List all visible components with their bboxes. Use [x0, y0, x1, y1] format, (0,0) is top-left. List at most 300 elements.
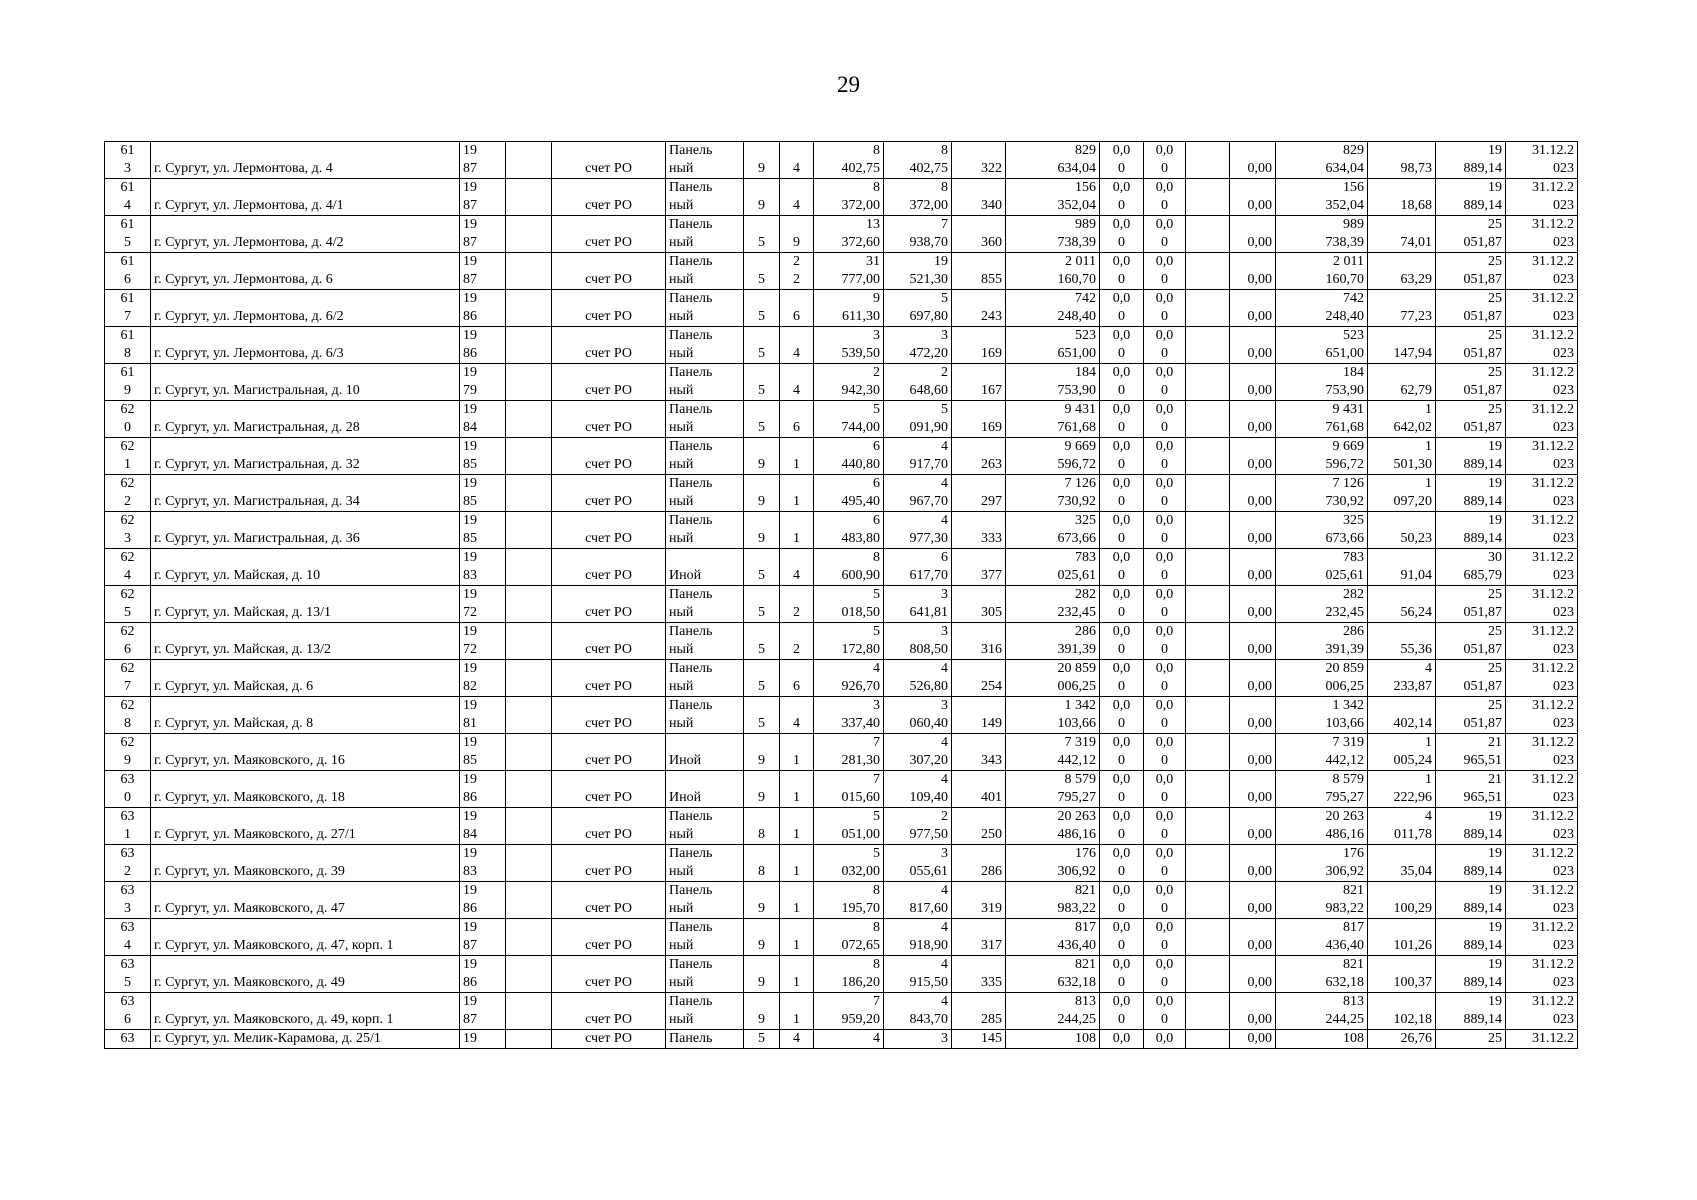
cell-year: 19 86	[460, 290, 506, 327]
cell-residents: 401	[952, 771, 1006, 808]
cell-c4: 0,00	[1230, 1030, 1276, 1049]
cell-fund: счет РО	[552, 290, 666, 327]
cell-c1: 0,0 0	[1100, 882, 1144, 919]
cell-area-total: 9 611,30	[814, 290, 884, 327]
cell-fund: счет РО	[552, 697, 666, 734]
cell-c4: 0,00	[1230, 142, 1276, 179]
cell-c6: 56,24	[1368, 586, 1436, 623]
cell-c6: 147,94	[1368, 327, 1436, 364]
cell-address: г. Сургут, ул. Магистральная, д. 34	[151, 475, 460, 512]
cell-cost-total: 829 634,04	[1006, 142, 1100, 179]
cell-c7: 19 889,14	[1436, 512, 1506, 549]
cell-area-living: 6 617,70	[884, 549, 952, 586]
cell-area-living: 4 843,70	[884, 993, 952, 1030]
cell-fund: счет РО	[552, 364, 666, 401]
cell-area-living: 4 918,90	[884, 919, 952, 956]
table-row	[105, 290, 1578, 327]
cell-residents: 340	[952, 179, 1006, 216]
cell-area-total: 4	[814, 1030, 884, 1049]
cell-c2: 0,0 0	[1144, 290, 1186, 327]
cell-residents: 254	[952, 660, 1006, 697]
cell-area-living: 3 472,20	[884, 327, 952, 364]
cell-address: г. Сургут, ул. Маяковского, д. 27/1	[151, 808, 460, 845]
cell-c5: 742 248,40	[1276, 290, 1368, 327]
cell-year: 19 86	[460, 956, 506, 993]
cell-c7: 19 889,14	[1436, 956, 1506, 993]
cell-material: Панель ный	[666, 512, 744, 549]
cell-floors: 5	[744, 327, 780, 364]
cell-material: Панель ный	[666, 327, 744, 364]
cell-floors: 9	[744, 734, 780, 771]
table-row	[105, 919, 1578, 956]
cell-address: г. Сургут, ул. Магистральная, д. 10	[151, 364, 460, 401]
cell-entrances: 1	[780, 771, 814, 808]
cell-date: 31.12.2 023	[1506, 660, 1578, 697]
cell-date: 31.12.2 023	[1506, 956, 1578, 993]
cell-c2: 0,0 0	[1144, 882, 1186, 919]
cell-area-total: 5 744,00	[814, 401, 884, 438]
cell-c4: 0,00	[1230, 401, 1276, 438]
cell-entrances: 9	[780, 216, 814, 253]
cell-year: 19 83	[460, 549, 506, 586]
cell-area-total: 31 777,00	[814, 253, 884, 290]
cell-entrances: 4	[780, 364, 814, 401]
cell-c4: 0,00	[1230, 623, 1276, 660]
cell-floors: 9	[744, 512, 780, 549]
cell-num: 61 3	[105, 142, 151, 179]
cell-c4: 0,00	[1230, 438, 1276, 475]
cell-material: Панель	[666, 1030, 744, 1049]
cell-address: г. Сургут, ул. Маяковского, д. 18	[151, 771, 460, 808]
cell-year: 19 84	[460, 401, 506, 438]
cell-c4: 0,00	[1230, 660, 1276, 697]
cell-area-living: 3 055,61	[884, 845, 952, 882]
cell-c5: 829 634,04	[1276, 142, 1368, 179]
table-row	[105, 734, 1578, 771]
cell-area-living: 4 917,70	[884, 438, 952, 475]
cell-c1: 0,0 0	[1100, 438, 1144, 475]
cell-entrances: 6	[780, 401, 814, 438]
cell-year: 19 79	[460, 364, 506, 401]
cell-c1: 0,0 0	[1100, 290, 1144, 327]
cell-residents: 297	[952, 475, 1006, 512]
cell-c6: 55,36	[1368, 623, 1436, 660]
cell-c4: 0,00	[1230, 290, 1276, 327]
cell-year: 19 87	[460, 919, 506, 956]
cell-fund: счет РО	[552, 808, 666, 845]
cell-area-total: 8 195,70	[814, 882, 884, 919]
cell-area-living: 3 060,40	[884, 697, 952, 734]
cell-c6: 1 222,96	[1368, 771, 1436, 808]
cell-c6: 98,73	[1368, 142, 1436, 179]
cell-num: 62 5	[105, 586, 151, 623]
cell-c5: 108	[1276, 1030, 1368, 1049]
cell-col3	[506, 549, 552, 586]
cell-cost-total: 184 753,90	[1006, 364, 1100, 401]
cell-year: 19 85	[460, 512, 506, 549]
cell-fund: счет РО	[552, 1030, 666, 1049]
cell-c6: 1 005,24	[1368, 734, 1436, 771]
cell-col3	[506, 697, 552, 734]
cell-c5: 325 673,66	[1276, 512, 1368, 549]
cell-cost-total: 156 352,04	[1006, 179, 1100, 216]
cell-fund: счет РО	[552, 327, 666, 364]
cell-col3	[506, 771, 552, 808]
cell-num: 63 5	[105, 956, 151, 993]
cell-material: Панель ный	[666, 845, 744, 882]
cell-residents: 145	[952, 1030, 1006, 1049]
cell-c1: 0,0 0	[1100, 549, 1144, 586]
cell-year: 19 87	[460, 993, 506, 1030]
cell-year: 19 87	[460, 142, 506, 179]
cell-address: г. Сургут, ул. Маяковского, д. 49, корп. 1	[151, 993, 460, 1030]
cell-date: 31.12.2 023	[1506, 845, 1578, 882]
cell-area-total: 8 600,90	[814, 549, 884, 586]
cell-cost-total: 9 431 761,68	[1006, 401, 1100, 438]
cell-c3	[1186, 327, 1230, 364]
cell-entrances: 1	[780, 808, 814, 845]
cell-c4: 0,00	[1230, 475, 1276, 512]
cell-c7: 19 889,14	[1436, 475, 1506, 512]
cell-date: 31.12.2 023	[1506, 142, 1578, 179]
cell-c3	[1186, 401, 1230, 438]
cell-c4: 0,00	[1230, 586, 1276, 623]
cell-num: 61 7	[105, 290, 151, 327]
cell-c3	[1186, 808, 1230, 845]
cell-material: Панель ный	[666, 586, 744, 623]
cell-date: 31.12.2 023	[1506, 586, 1578, 623]
cell-area-total: 4 926,70	[814, 660, 884, 697]
cell-c3	[1186, 512, 1230, 549]
cell-cost-total: 7 126 730,92	[1006, 475, 1100, 512]
cell-c4: 0,00	[1230, 771, 1276, 808]
cell-floors: 9	[744, 771, 780, 808]
cell-c2: 0,0 0	[1144, 697, 1186, 734]
cell-fund: счет РО	[552, 253, 666, 290]
cell-year: 19 86	[460, 771, 506, 808]
cell-c1: 0,0 0	[1100, 623, 1144, 660]
cell-c1: 0,0 0	[1100, 364, 1144, 401]
cell-fund: счет РО	[552, 512, 666, 549]
cell-c4: 0,00	[1230, 179, 1276, 216]
cell-fund: счет РО	[552, 549, 666, 586]
cell-material: Панель ный	[666, 179, 744, 216]
cell-c5: 821 632,18	[1276, 956, 1368, 993]
cell-c7: 25 051,87	[1436, 216, 1506, 253]
cell-entrances: 4	[780, 1030, 814, 1049]
cell-col3	[506, 364, 552, 401]
cell-fund: счет РО	[552, 845, 666, 882]
cell-address: г. Сургут, ул. Лермонтова, д. 6/3	[151, 327, 460, 364]
cell-c7: 25 051,87	[1436, 697, 1506, 734]
cell-col3	[506, 1030, 552, 1049]
cell-area-living: 3 808,50	[884, 623, 952, 660]
cell-date: 31.12.2 023	[1506, 919, 1578, 956]
cell-material: Иной	[666, 771, 744, 808]
cell-address: г. Сургут, ул. Маяковского, д. 39	[151, 845, 460, 882]
cell-col3	[506, 586, 552, 623]
table-row	[105, 512, 1578, 549]
cell-num: 62 6	[105, 623, 151, 660]
cell-entrances: 4	[780, 179, 814, 216]
cell-address: г. Сургут, ул. Лермонтова, д. 6	[151, 253, 460, 290]
cell-area-total: 5 032,00	[814, 845, 884, 882]
cell-floors: 9	[744, 475, 780, 512]
cell-c2: 0,0 0	[1144, 734, 1186, 771]
cell-entrances: 2	[780, 586, 814, 623]
cell-c6: 4 233,87	[1368, 660, 1436, 697]
cell-date: 31.12.2 023	[1506, 401, 1578, 438]
cell-c1: 0,0 0	[1100, 179, 1144, 216]
cell-material: Иной	[666, 549, 744, 586]
cell-c2: 0,0 0	[1144, 993, 1186, 1030]
cell-c4: 0,00	[1230, 697, 1276, 734]
cell-floors: 5	[744, 364, 780, 401]
cell-c2: 0,0 0	[1144, 179, 1186, 216]
cell-fund: счет РО	[552, 882, 666, 919]
cell-c5: 817 436,40	[1276, 919, 1368, 956]
cell-date: 31.12.2 023	[1506, 327, 1578, 364]
cell-floors: 9	[744, 142, 780, 179]
cell-col3	[506, 142, 552, 179]
table-row	[105, 401, 1578, 438]
cell-c7: 19 889,14	[1436, 808, 1506, 845]
cell-c1: 0,0 0	[1100, 142, 1144, 179]
table-row	[105, 438, 1578, 475]
cell-date: 31.12.2 023	[1506, 734, 1578, 771]
cell-col3	[506, 290, 552, 327]
cell-area-total: 13 372,60	[814, 216, 884, 253]
cell-residents: 243	[952, 290, 1006, 327]
cell-num: 63 3	[105, 882, 151, 919]
cell-material: Панель ный	[666, 956, 744, 993]
cell-fund: счет РО	[552, 142, 666, 179]
cell-entrances: 4	[780, 327, 814, 364]
cell-c3	[1186, 771, 1230, 808]
cell-col3	[506, 660, 552, 697]
cell-c3	[1186, 179, 1230, 216]
cell-col3	[506, 623, 552, 660]
cell-c6: 77,23	[1368, 290, 1436, 327]
cell-c2: 0,0 0	[1144, 771, 1186, 808]
cell-cost-total: 821 632,18	[1006, 956, 1100, 993]
cell-num: 63 4	[105, 919, 151, 956]
cell-col3	[506, 512, 552, 549]
cell-year: 19	[460, 1030, 506, 1049]
cell-num: 61 9	[105, 364, 151, 401]
cell-area-total: 5 051,00	[814, 808, 884, 845]
cell-c1: 0,0 0	[1100, 253, 1144, 290]
cell-address: г. Сургут, ул. Лермонтова, д. 4/1	[151, 179, 460, 216]
cell-date: 31.12.2 023	[1506, 253, 1578, 290]
cell-num: 61 8	[105, 327, 151, 364]
cell-c5: 286 391,39	[1276, 623, 1368, 660]
cell-material: Панель ный	[666, 142, 744, 179]
cell-date: 31.12.2 023	[1506, 512, 1578, 549]
cell-area-living: 3 641,81	[884, 586, 952, 623]
cell-num: 61 6	[105, 253, 151, 290]
cell-c4: 0,00	[1230, 845, 1276, 882]
cell-floors: 5	[744, 1030, 780, 1049]
cell-c1: 0,0 0	[1100, 216, 1144, 253]
cell-cost-total: 20 263 486,16	[1006, 808, 1100, 845]
cell-entrances: 6	[780, 290, 814, 327]
cell-residents: 360	[952, 216, 1006, 253]
cell-residents: 335	[952, 956, 1006, 993]
cell-material: Панель ный	[666, 290, 744, 327]
cell-date: 31.12.2	[1506, 1030, 1578, 1049]
cell-area-total: 3 539,50	[814, 327, 884, 364]
cell-area-total: 8 372,00	[814, 179, 884, 216]
cell-material: Панель ный	[666, 401, 744, 438]
cell-residents: 149	[952, 697, 1006, 734]
cell-date: 31.12.2 023	[1506, 882, 1578, 919]
cell-fund: счет РО	[552, 438, 666, 475]
cell-col3	[506, 919, 552, 956]
cell-col3	[506, 956, 552, 993]
cell-entrances: 1	[780, 919, 814, 956]
cell-floors: 5	[744, 660, 780, 697]
cell-num: 63 1	[105, 808, 151, 845]
table-row	[105, 1030, 1578, 1049]
cell-c1: 0,0 0	[1100, 586, 1144, 623]
cell-c1: 0,0 0	[1100, 808, 1144, 845]
cell-c2: 0,0 0	[1144, 475, 1186, 512]
cell-c2: 0,0 0	[1144, 623, 1186, 660]
cell-area-total: 5 018,50	[814, 586, 884, 623]
cell-col3	[506, 734, 552, 771]
cell-c3	[1186, 623, 1230, 660]
cell-c7: 25 051,87	[1436, 623, 1506, 660]
cell-residents: 317	[952, 919, 1006, 956]
cell-cost-total: 1 342 103,66	[1006, 697, 1100, 734]
cell-cost-total: 108	[1006, 1030, 1100, 1049]
cell-num: 61 5	[105, 216, 151, 253]
cell-c6: 26,76	[1368, 1030, 1436, 1049]
cell-fund: счет РО	[552, 623, 666, 660]
cell-c1: 0,0 0	[1100, 734, 1144, 771]
cell-c5: 156 352,04	[1276, 179, 1368, 216]
cell-c6: 91,04	[1368, 549, 1436, 586]
cell-material: Панель ный	[666, 623, 744, 660]
cell-c4: 0,00	[1230, 919, 1276, 956]
cell-c6: 35,04	[1368, 845, 1436, 882]
cell-c2: 0,0 0	[1144, 327, 1186, 364]
cell-residents: 286	[952, 845, 1006, 882]
cell-fund: счет РО	[552, 771, 666, 808]
table-row	[105, 142, 1578, 179]
cell-c3	[1186, 549, 1230, 586]
cell-c3	[1186, 290, 1230, 327]
cell-c5: 9 669 596,72	[1276, 438, 1368, 475]
cell-c1: 0,0	[1100, 1030, 1144, 1049]
cell-address: г. Сургут, ул. Магистральная, д. 36	[151, 512, 460, 549]
cell-date: 31.12.2 023	[1506, 475, 1578, 512]
cell-entrances: 2 2	[780, 253, 814, 290]
cell-floors: 8	[744, 808, 780, 845]
cell-address: г. Сургут, ул. Лермонтова, д. 4	[151, 142, 460, 179]
cell-year: 19 83	[460, 845, 506, 882]
cell-c7: 25 051,87	[1436, 586, 1506, 623]
cell-entrances: 1	[780, 475, 814, 512]
cell-year: 19 87	[460, 179, 506, 216]
cell-c3	[1186, 253, 1230, 290]
cell-c2: 0,0 0	[1144, 586, 1186, 623]
cell-material: Панель ный	[666, 882, 744, 919]
cell-address: г. Сургут, ул. Майская, д. 8	[151, 697, 460, 734]
table-row	[105, 956, 1578, 993]
table-row	[105, 660, 1578, 697]
cell-num: 61 4	[105, 179, 151, 216]
cell-date: 31.12.2 023	[1506, 771, 1578, 808]
cell-c2: 0,0 0	[1144, 845, 1186, 882]
cell-c2: 0,0 0	[1144, 401, 1186, 438]
cell-c5: 176 306,92	[1276, 845, 1368, 882]
cell-floors: 5	[744, 586, 780, 623]
table-row	[105, 364, 1578, 401]
cell-cost-total: 821 983,22	[1006, 882, 1100, 919]
cell-address: г. Сургут, ул. Маяковского, д. 47	[151, 882, 460, 919]
cell-entrances: 4	[780, 142, 814, 179]
cell-c7: 21 965,51	[1436, 734, 1506, 771]
cell-c6: 1 501,30	[1368, 438, 1436, 475]
cell-floors: 9	[744, 919, 780, 956]
cell-c6: 100,37	[1368, 956, 1436, 993]
cell-material: Панель ный	[666, 253, 744, 290]
cell-residents: 169	[952, 401, 1006, 438]
cell-floors: 5	[744, 549, 780, 586]
cell-num: 62 1	[105, 438, 151, 475]
cell-c2: 0,0 0	[1144, 142, 1186, 179]
cell-year: 19 87	[460, 253, 506, 290]
cell-num: 62 3	[105, 512, 151, 549]
cell-entrances: 1	[780, 993, 814, 1030]
cell-material: Панель ный	[666, 919, 744, 956]
cell-residents: 316	[952, 623, 1006, 660]
cell-c6: 402,14	[1368, 697, 1436, 734]
cell-area-total: 7 959,20	[814, 993, 884, 1030]
table-row	[105, 327, 1578, 364]
cell-c3	[1186, 956, 1230, 993]
cell-col3	[506, 253, 552, 290]
cell-residents: 319	[952, 882, 1006, 919]
cell-c7: 19 889,14	[1436, 142, 1506, 179]
cell-date: 31.12.2 023	[1506, 697, 1578, 734]
cell-cost-total: 176 306,92	[1006, 845, 1100, 882]
cell-c2: 0,0 0	[1144, 438, 1186, 475]
table-row	[105, 993, 1578, 1030]
cell-c7: 19 889,14	[1436, 993, 1506, 1030]
cell-residents: 855	[952, 253, 1006, 290]
cell-year: 19 82	[460, 660, 506, 697]
cell-address: г. Сургут, ул. Майская, д. 13/2	[151, 623, 460, 660]
cell-c7: 19 889,14	[1436, 438, 1506, 475]
cell-fund: счет РО	[552, 216, 666, 253]
cell-c3	[1186, 660, 1230, 697]
cell-c7: 30 685,79	[1436, 549, 1506, 586]
cell-cost-total: 813 244,25	[1006, 993, 1100, 1030]
cell-cost-total: 282 232,45	[1006, 586, 1100, 623]
cell-floors: 8	[744, 845, 780, 882]
cell-fund: счет РО	[552, 919, 666, 956]
cell-c4: 0,00	[1230, 808, 1276, 845]
cell-area-total: 8 186,20	[814, 956, 884, 993]
cell-fund: счет РО	[552, 401, 666, 438]
cell-address: г. Сургут, ул. Маяковского, д. 16	[151, 734, 460, 771]
cell-c6: 18,68	[1368, 179, 1436, 216]
cell-area-total: 3 337,40	[814, 697, 884, 734]
cell-c3	[1186, 142, 1230, 179]
